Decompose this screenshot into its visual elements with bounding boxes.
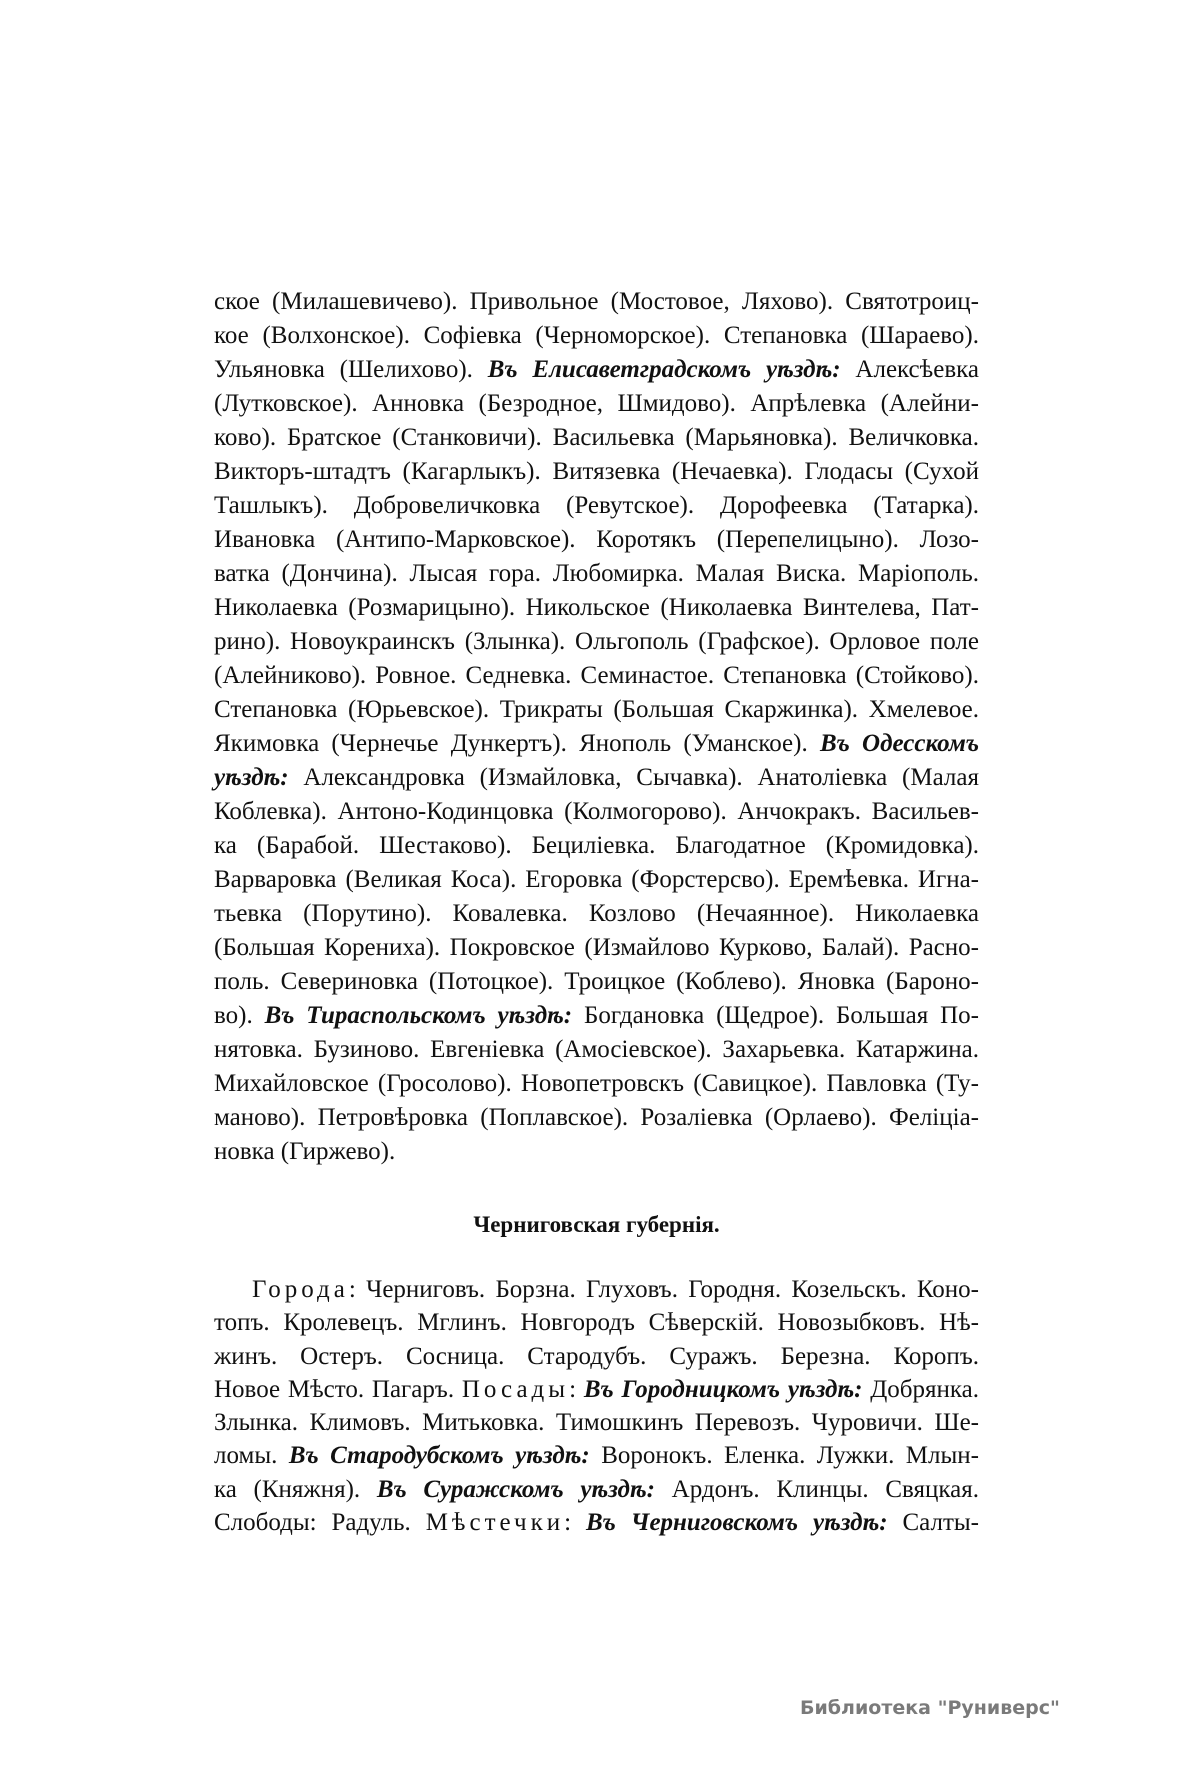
district-label: Въ Елисаветградскомъ уѣздѣ: — [487, 356, 841, 383]
text-line — [214, 557, 979, 591]
category-label: Города — [252, 1276, 349, 1303]
district-label: Въ Городницкомъ уѣздѣ: — [583, 1375, 863, 1403]
library-watermark: Библиотека "Руниверс" — [800, 1697, 1060, 1719]
text-segment: Ардонъ. Клинцы. Свяцкая. — [654, 1475, 979, 1503]
text-line — [214, 387, 979, 421]
text-line — [214, 1439, 979, 1472]
text-segment: ка (Барабой. Шестаково). Бециліевка. Благодатное (Кромидовка). — [214, 832, 979, 859]
text-line — [214, 455, 979, 489]
text-line — [214, 1273, 979, 1306]
text-segment: Богдановка (Щедрое). Большая По- — [572, 1002, 979, 1029]
text-line — [214, 693, 979, 727]
text-line — [214, 1506, 979, 1539]
text-line — [214, 489, 979, 523]
text-line — [214, 319, 979, 353]
text-line — [214, 1406, 979, 1439]
text-segment: Викторъ-штадтъ (Кагарлыкъ). Витязевка (Нечаевка). Глодасы (Сухой — [214, 458, 979, 485]
text-segment: Ташлыкъ). Добровеличковка (Ревутское). Дорофеевка (Татарка). — [214, 492, 979, 519]
text-line — [214, 1067, 979, 1101]
text-segment: Варваровка (Великая Коса). Егоровка (Форстерсво). Еремѣевка. Игна- — [214, 866, 979, 893]
text-line — [214, 795, 979, 829]
text-line — [214, 1135, 979, 1169]
text-line — [214, 285, 979, 319]
text-segment: во). — [214, 1002, 265, 1029]
text-line — [214, 727, 979, 761]
text-line — [214, 1101, 979, 1135]
text-segment: ково). Братское (Станковичи). Васильевка (Марьяновка). Величковка. — [214, 424, 979, 451]
text-line — [214, 1340, 979, 1373]
text-segment: ломы. — [214, 1442, 289, 1470]
text-segment: : Черниговъ. Борзна. Глуховъ. Городня. Козельскъ. Коно- — [348, 1276, 979, 1303]
text-segment: Добрянка. — [862, 1375, 980, 1403]
text-segment: тьевка (Порутино). Ковалевка. Козлово (Нечаянное). Николаевка — [214, 900, 979, 927]
text-segment: Николаевка (Розмарицыно). Никольское (Николаевка Винтелева, Пат- — [214, 594, 979, 621]
text-line — [214, 829, 979, 863]
district-label: Въ Стародубскомъ уѣздѣ: — [288, 1442, 590, 1470]
text-line — [214, 523, 979, 557]
text-segment: Ульяновка (Шелихово). — [214, 356, 488, 383]
text-segment: ка (Княжня). — [214, 1475, 377, 1503]
text-line — [214, 1473, 979, 1506]
text-line — [214, 999, 979, 1033]
text-line — [214, 625, 979, 659]
text-segment: Ивановка (Антипо-Марковское). Коротякъ (Перепелицыно). Лозо- — [214, 526, 979, 553]
text-segment: Александровка (Измайловка, Сычавка). Анатоліевка (Малая — [288, 764, 979, 791]
paragraph-chernigov — [214, 1273, 979, 1539]
text-segment: Слободы: Радуль. — [214, 1509, 426, 1537]
text-segment: Новое Мѣсто. Пагаръ. — [214, 1375, 462, 1403]
text-segment: (Большая Корениха). Покровское (Измайлово Курково, Балай). Расно- — [214, 934, 979, 961]
text-segment: Злынка. Климовъ. Митьковка. Тимошкинъ Перевозъ. Чуровичи. Ше- — [214, 1409, 979, 1437]
text-line — [214, 659, 979, 693]
district-label: Въ Суражскомъ уѣздѣ: — [376, 1475, 655, 1503]
text-segment: топъ. Кролевецъ. Мглинъ. Новгородъ Сѣверскій. Новозыбковъ. Нѣ- — [214, 1309, 979, 1337]
text-line — [214, 761, 979, 795]
text-segment: рино). Новоукраинскъ (Злынка). Ольгополь (Графское). Орловое поле — [214, 628, 979, 655]
text-line — [214, 897, 979, 931]
text-segment: Салты- — [887, 1509, 980, 1537]
text-segment: (Алейниково). Ровное. Седневка. Семинастое. Степановка (Стойково). — [214, 662, 979, 689]
text-segment: нятовка. Бузиново. Евгеніевка (Амосіевское). Захарьевка. Катаржина. — [214, 1036, 979, 1063]
district-label: уѣздѣ: — [214, 764, 289, 791]
text-segment: маново). Петровѣровка (Поплавское). Розаліевка (Орлаево). Феліціа- — [214, 1104, 979, 1131]
text-segment: Степановка (Юрьевское). Трикраты (Большая Скаржинка). Хмелевое. — [214, 696, 979, 723]
text-line — [214, 965, 979, 999]
text-segment: Воронокъ. Еленка. Лужки. Млын- — [589, 1442, 979, 1470]
text-segment: ватка (Дончина). Лысая гора. Любомирка. Малая Виска. Маріополь. — [214, 560, 979, 587]
text-line — [214, 1373, 979, 1406]
district-label: Въ Черниговскомъ уѣздѣ: — [585, 1509, 888, 1537]
district-label: Въ Одесскомъ — [819, 730, 980, 757]
text-line — [214, 1033, 979, 1067]
district-label: Въ Тираспольскомъ уѣздѣ: — [264, 1002, 573, 1029]
text-segment: : — [564, 1509, 586, 1537]
text-segment: Якимовка (Чернечье Дункертъ). Янополь (Уманское). — [214, 730, 820, 757]
text-line — [214, 591, 979, 625]
category-label: Посады — [461, 1375, 570, 1403]
text-segment: Михайловское (Гросолово). Новопетровскъ (Савицкое). Павловка (Ту- — [214, 1070, 979, 1097]
paragraph-kherson-villages — [214, 285, 979, 1169]
text-segment: ское (Милашевичево). Привольное (Мостовое, Ляхово). Святотроиц- — [214, 288, 979, 315]
category-label: Мѣстечки — [425, 1509, 565, 1537]
text-line — [214, 1306, 979, 1339]
text-segment: кое (Волхонское). Софіевка (Черноморское). Степановка (Шараево). — [214, 322, 979, 349]
section-heading: Черниговская губернія. — [473, 1212, 720, 1237]
text-segment: жинъ. Остеръ. Сосница. Стародубъ. Суражъ. Березна. Коропъ. — [214, 1342, 979, 1370]
text-segment: Коблевка). Антоно-Кодинцовка (Колмогорово). Анчокракъ. Васильев- — [214, 798, 979, 825]
text-segment: поль. Севериновка (Потоцкое). Троицкое (Коблево). Яновка (Бароно- — [214, 968, 979, 995]
text-segment: новка (Гиржево). — [214, 1138, 396, 1165]
text-line — [214, 421, 979, 455]
text-segment: (Лутковское). Анновка (Безродное, Шмидово). Апрѣлевка (Алейни- — [214, 390, 979, 417]
text-line — [214, 931, 979, 965]
text-line — [214, 863, 979, 897]
text-line — [214, 353, 979, 387]
text-segment: Алексѣевка — [840, 356, 979, 383]
text-segment: : — [569, 1375, 584, 1403]
